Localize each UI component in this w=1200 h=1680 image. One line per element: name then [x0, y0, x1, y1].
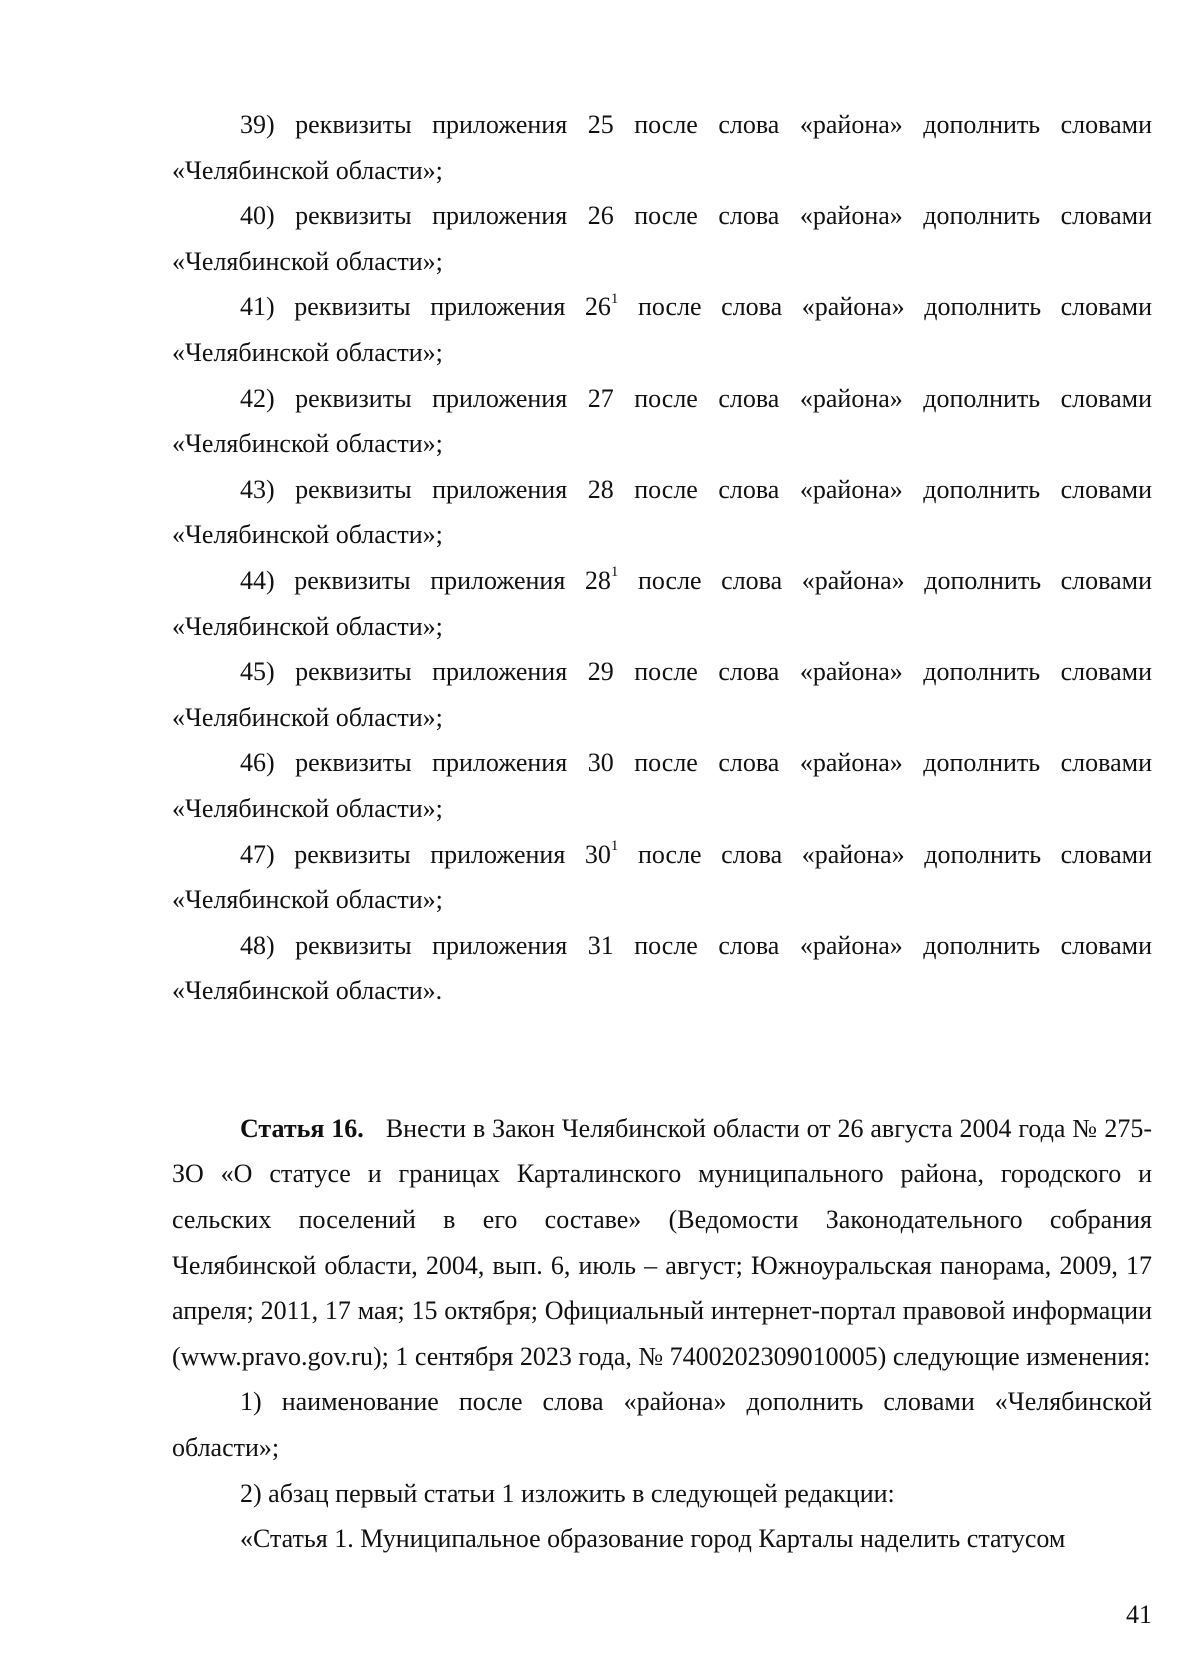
- change-item: 2) абзац первый статьи 1 изложить в следующей редакции:: [240, 1478, 895, 1508]
- list-item: [172, 832, 1152, 923]
- list-item: 39) реквизиты приложения 25 после слова «района» дополнить словами «Челябинской области»;: [172, 110, 1152, 185]
- superscript: 1: [610, 837, 619, 854]
- article-paragraph: [172, 1106, 1152, 1380]
- list-item-text: 41) реквизиты приложения 26: [240, 292, 611, 322]
- document-body: [172, 102, 1152, 1562]
- change-item: «Статья 1. Муниципальное образование город Карталы наделить статусом: [240, 1524, 1066, 1554]
- list-item: 40) реквизиты приложения 26 после слова «района» дополнить словами «Челябинской области»;: [172, 201, 1152, 276]
- superscript: 1: [610, 290, 619, 307]
- list-item-text: после слова «района» дополнить словами «Челябинской области»;: [172, 839, 1152, 915]
- section-spacer: [172, 1014, 1152, 1106]
- list-item-text: после слова «района» дополнить словами «Челябинской области»;: [172, 565, 1152, 641]
- list-item-text: 44) реквизиты приложения 28: [240, 565, 611, 595]
- change-item: 1) наименование после слова «района» дополнить словами «Челябинской области»;: [172, 1387, 1152, 1463]
- list-item-text: после слова «района» дополнить словами «Челябинской области»;: [172, 292, 1152, 367]
- list-item-text: 47) реквизиты приложения 30: [240, 839, 611, 869]
- list-item: [172, 284, 1152, 375]
- list-item: 46) реквизиты приложения 30 после слова «района» дополнить словами «Челябинской области»;: [172, 748, 1152, 823]
- superscript: 1: [610, 564, 619, 581]
- article-heading: Статья 16.: [240, 1113, 364, 1143]
- article-text: Внести в Закон Челябинской области от 26 августа 2004 года № 275-ЗО «О статусе и границах Карталинского муниципального района, городского и сельских поселений в его составе» (Ведомости Законодательного собрания Челябинской области, 2004, вып. 6, июль – август; Южноуральская панорама, 2009, 17 апреля; 2011, 17 мая; 15 октября; Официальный интернет-портал правовой информации (www.pravo.gov.ru); 1 сентября 2023 года, № 7400202309010005) следующие изменения:: [172, 1113, 1152, 1371]
- list-item: 43) реквизиты приложения 28 после слова «района» дополнить словами «Челябинской области»;: [172, 474, 1152, 550]
- list-item: 45) реквизиты приложения 29 после слова «района» дополнить словами «Челябинской области»;: [172, 657, 1152, 732]
- page-number: 41: [1126, 1600, 1152, 1629]
- list-item: [172, 558, 1152, 649]
- list-item: 48) реквизиты приложения 31 после слова «района» дополнить словами «Челябинской области».: [172, 930, 1152, 1006]
- list-item: 42) реквизиты приложения 27 после слова «района» дополнить словами «Челябинской области»;: [172, 383, 1152, 459]
